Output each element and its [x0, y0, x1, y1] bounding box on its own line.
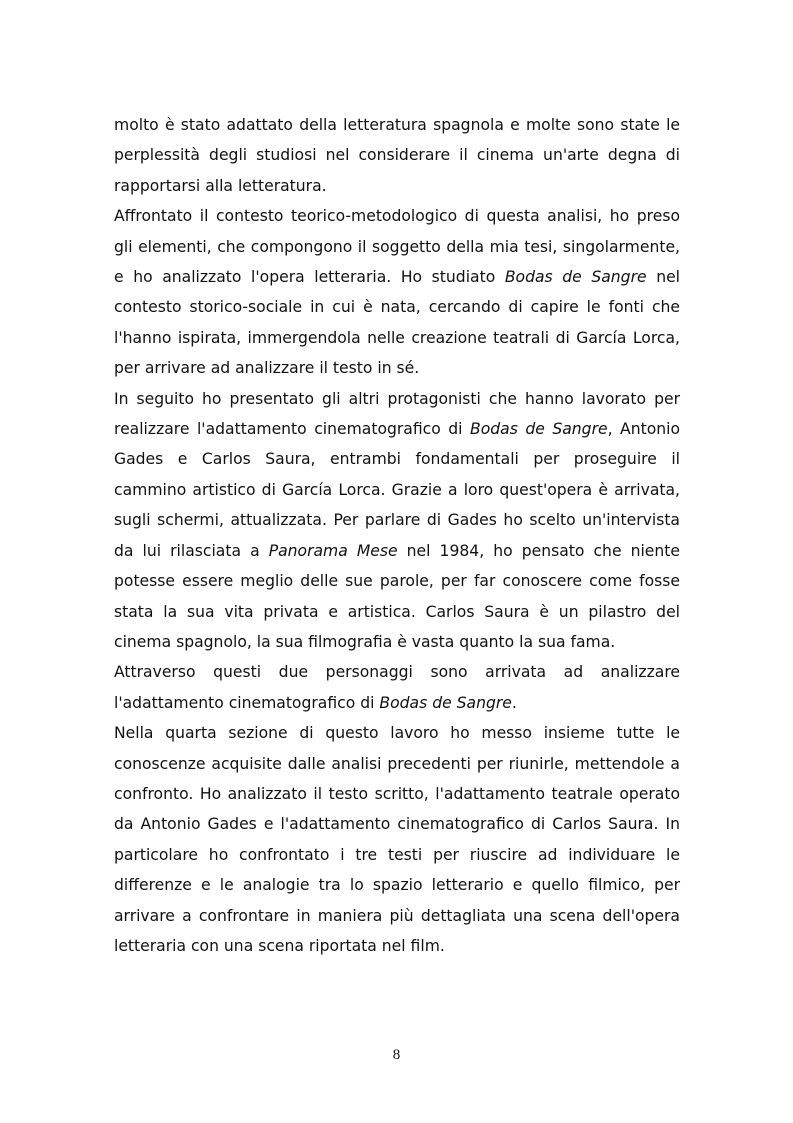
paragraph-text: In seguito ho presentato gli altri protagonisti che hanno lavorato per realizzare l'adattamento cinematografico di [114, 389, 680, 439]
paragraph-text: Attraverso questi due personaggi sono arrivata ad analizzare l'adattamento cinematografico di [114, 663, 680, 712]
paragraph-text: nel 1984, ho pensato che niente potesse essere meglio delle sue parole, per far conoscere come fosse stata la sua vita privata e artistica. Carlos Saura è un pilastro del cinema spagnolo, la sua filmografia è vasta quanto la sua fama. [114, 541, 680, 651]
paragraph-text: nel contesto storico-sociale in cui è nata, cercando di capire le fonti che l'hanno ispirata, immergendola nelle creazione teatrali di García Lorca, per arrivare ad analizzare il testo in sé. [114, 268, 680, 378]
paragraph-text: molto è stato adattato della letteratura spagnola e molte sono state le perplessità degli studiosi nel considerare il cinema un'arte degna di rapportarsi alla letteratura. [114, 116, 680, 195]
paragraph-text: Affrontato il contesto teorico-metodologico di questa analisi, ho preso gli elementi, che compongono il soggetto della mia tesi, singolarmente, e ho analizzato l'opera letteraria. Ho studiato [114, 207, 680, 287]
work-title-italic: Bodas de Sangre [379, 693, 512, 712]
work-title-italic: Bodas de Sangre [470, 420, 608, 439]
page-number: 8 [392, 1047, 401, 1063]
paragraph-1 [114, 110, 680, 201]
magazine-title-italic: Panorama Mese [268, 541, 398, 560]
paragraph-2 [114, 201, 680, 383]
paragraph-text: . [511, 693, 517, 712]
paragraph-3 [114, 384, 680, 658]
paragraph-5 [114, 718, 680, 961]
body-text [114, 110, 680, 961]
paragraph-4 [114, 657, 680, 718]
work-title-italic: Bodas de Sangre [504, 268, 647, 287]
paragraph-text: , Antonio Gades e Carlos Saura, entrambi fondamentali per proseguire il cammino artistico di García Lorca. Grazie a loro quest'opera è arrivata, sugli schermi, attualizzata. Per parlare di Gades ho scelto un'intervista da lui rilasciata a [114, 420, 681, 560]
paragraph-text: Nella quarta sezione di questo lavoro ho messo insieme tutte le conoscenze acquisite dalle analisi precedenti per riunirle, mettendole a confronto. Ho analizzato il testo scritto, l'adattamento teatrale operato da Antonio Gades e l'adattamento cinematografico di Carlos Saura. In particolare ho confrontato i tre testi per riuscire ad individuare le differenze e le analogie tra lo spazio letterario e quello filmico, per arrivare a confrontare in maniera più dettagliata una scena dell'opera letteraria con una scena riportata nel film. [114, 724, 680, 955]
